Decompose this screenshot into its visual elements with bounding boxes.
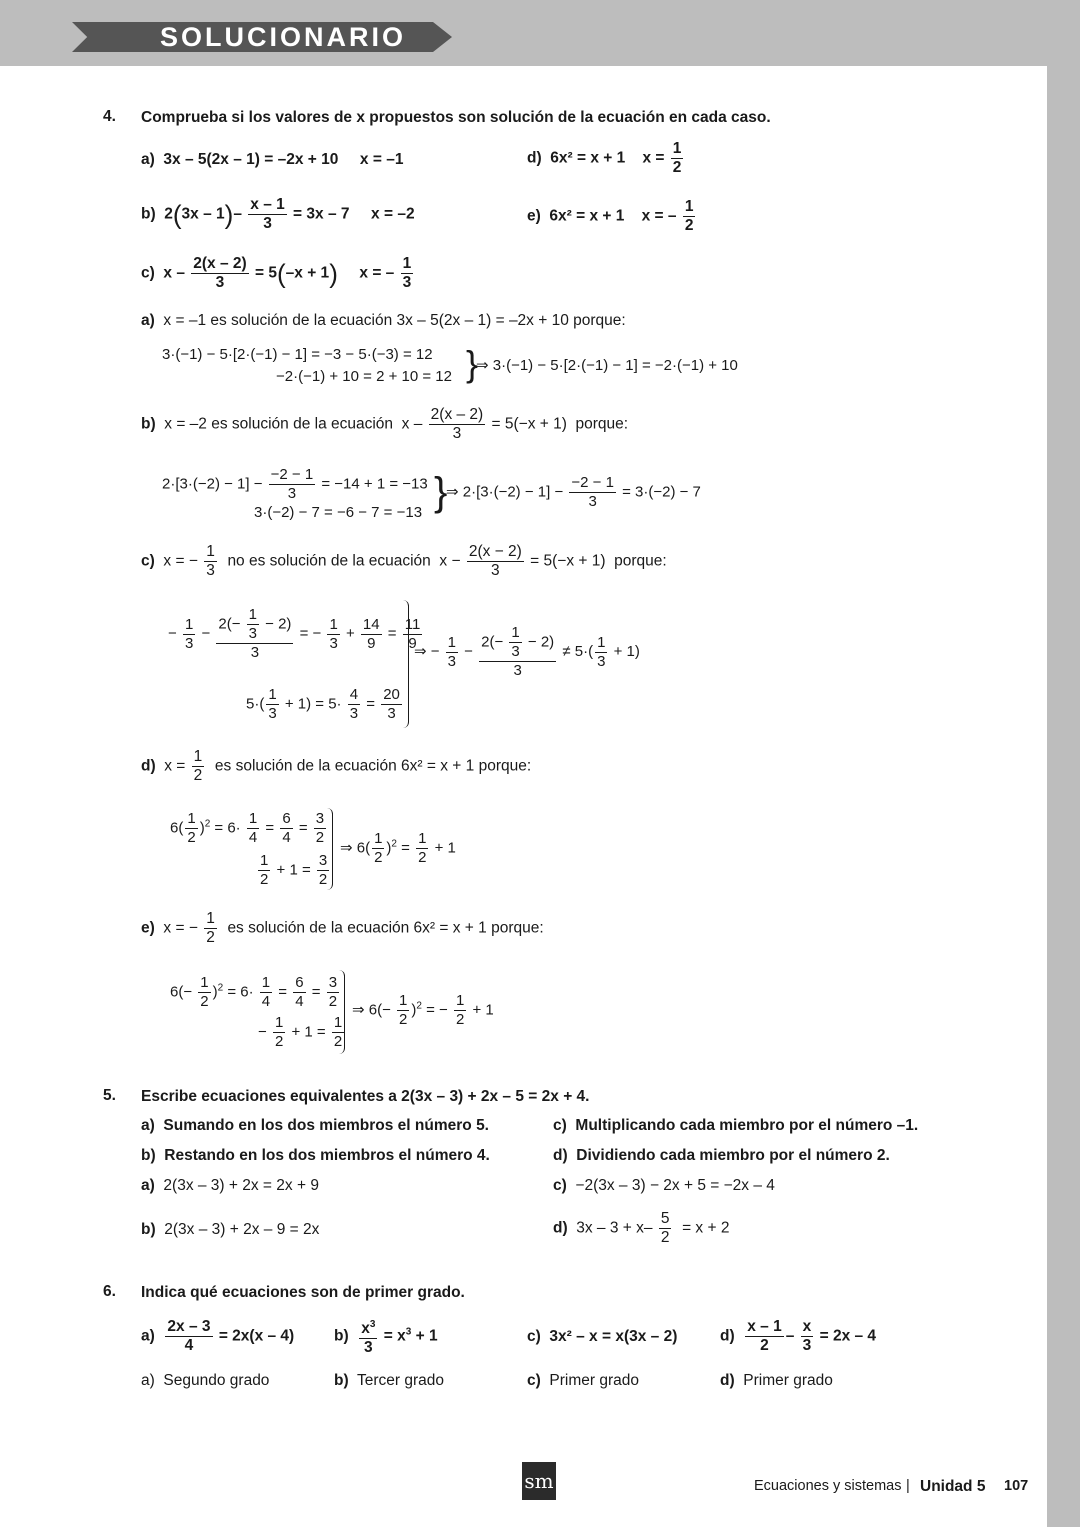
equation-b: b) $\frac{x^3}{3}$ = $x^3 + 1$ xyxy=(334,1316,438,1357)
solution-a: a) x = –1 es solución de la ecuación 3x – 5(2x – 1) = –2x + 10 porque: xyxy=(141,312,626,329)
brace: } xyxy=(466,343,479,384)
item-b: b) Restando en los dos miembros el número 4. xyxy=(141,1147,490,1164)
footer-section: Ecuaciones y sistemas xyxy=(754,1478,902,1494)
item-e: e) 6x² = x + 1 x = – $\frac{1}{2}$ xyxy=(527,198,694,234)
working-d1: 6( $\frac{1}{2}$ )$^2$ = 6· $\frac{1}{4}$ = $\frac{6}{4}$ = $\frac{3}{2}$ xyxy=(170,810,325,846)
solution-d: d) x = $\frac{1}{2}$ es solución de la ecuación 6x² = x + 1 porque: xyxy=(141,748,532,784)
working-b2: 3·(−2) − 7 = −6 − 7 = −13 xyxy=(254,504,423,521)
solution-e: e) x = − $\frac{1}{2}$ es solución de la ecuación 6x² = x + 1 porque: xyxy=(141,910,544,946)
working-a1: 3·(−1) − 5·[2·(−1) − 1] = −3 − 5·(−3) = 12 xyxy=(162,346,433,363)
answer-b: b) Tercer grado xyxy=(334,1372,444,1389)
exercise-statement: Indica qué ecuaciones son de primer grado. xyxy=(141,1284,465,1301)
working-b1: 2·[3·(−2) − 1] − $\frac{-2 - 1}{3}$ = −14 + 1 = −13 xyxy=(162,466,428,502)
item-c: c) x – $\frac{2(x - 2)}{3}$ = 5(–x + 1) x = – $\frac{1}{3}$ xyxy=(141,255,412,291)
answer-c: c) −2(3x – 3) − 2x + 5 = −2x – 4 xyxy=(553,1177,775,1194)
working-b3: ⇒ 2·[3·(−2) − 1] − $\frac{-2 - 1}{3}$ = 3·(−2) − 7 xyxy=(446,474,701,510)
answer-d: d) Primer grado xyxy=(720,1372,833,1389)
exercise-number: 5. xyxy=(103,1087,116,1104)
item-c: c) Multiplicando cada miembro por el número –1. xyxy=(553,1117,919,1134)
working-d2: $\frac{1}{2}$ + 1 = $\frac{3}{2}$ xyxy=(260,852,328,888)
working-c1: − $\frac{1}{3}$ − 2(− $\frac{1}{3}$ − 2) 3 = − $\frac{1}{3}$ + $\frac{14}{9}$ = $\frac{11}{9}$ xyxy=(168,606,421,661)
exercise-statement: Comprueba si los valores de x propuestos son solución de la ecuación en cada caso. xyxy=(141,109,771,126)
answer-a: a) 2(3x – 3) + 2x = 2x + 9 xyxy=(141,1177,319,1194)
equation-c: c) 3x² – x = x(3x – 2) xyxy=(527,1328,678,1345)
working-c2: 5·( $\frac{1}{3}$ + 1) = 5· $\frac{4}{3}$ = $\frac{20}{3}$ xyxy=(246,686,400,722)
item-d: d) Dividiendo cada miembro por el número 2. xyxy=(553,1147,890,1164)
solution-c: c) x = − $\frac{1}{3}$ no es solución de la ecuación x − $\frac{2(x - 2)}{3}$ = 5(−x + 1) porque: xyxy=(141,543,667,579)
brace xyxy=(326,808,333,890)
working-e1: 6(− $\frac{1}{2}$ )$^2$ = 6· $\frac{1}{4}$ = $\frac{6}{4}$ = $\frac{3}{2}$ xyxy=(170,974,338,1010)
margin-band xyxy=(1047,66,1080,1527)
footer-unit: Unidad 5 xyxy=(920,1478,986,1495)
answer-c: c) Primer grado xyxy=(527,1372,640,1389)
solution-b: b) x = –2 es solución de la ecuación x – $\frac{2(x - 2)}{3}$ = 5(−x + 1) porque: xyxy=(141,406,629,442)
working-a3: ⇒ 3·(−1) − 5·[2·(−1) − 1] = −2·(−1) + 10 xyxy=(476,357,738,374)
equation-a: a) $\frac{2x - 3}{4}$ = 2x(x – 4) xyxy=(141,1318,295,1354)
publisher-logo: sm xyxy=(522,1462,556,1500)
working-a2: −2·(−1) + 10 = 2 + 10 = 12 xyxy=(276,368,452,385)
answer-b: b) 2(3x – 3) + 2x – 9 = 2x xyxy=(141,1221,320,1238)
item-d: d) 6x² = x + 1 x = $\frac{1}{2}$ xyxy=(527,140,682,176)
exercise-number: 6. xyxy=(103,1283,116,1300)
page-number: 107 xyxy=(1004,1478,1029,1494)
exercise-number: 4. xyxy=(103,108,116,125)
footer-separator: | xyxy=(906,1478,910,1494)
exercise-statement: Escribe ecuaciones equivalentes a 2(3x – 3) + 2x – 5 = 2x + 4. xyxy=(141,1088,590,1105)
equation-d: d) $\frac{x - 1}{2}$ – $\frac{x}{3}$ = 2x – 4 xyxy=(720,1318,877,1354)
working-e3: ⇒ 6(− $\frac{1}{2}$ )$^2$ = − $\frac{1}{2}$ + 1 xyxy=(352,992,494,1028)
answer-d: d) 3x – 3 + x– $\frac{5}{2}$ = x + 2 xyxy=(553,1210,730,1246)
answer-a: a) Segundo grado xyxy=(141,1372,270,1389)
brace xyxy=(338,970,345,1054)
brace: } xyxy=(434,470,448,514)
working-e2: − $\frac{1}{2}$ + 1 = $\frac{1}{2}$ xyxy=(258,1014,343,1050)
item-a: a) 3x – 5(2x – 1) = –2x + 10 x = –1 xyxy=(141,151,404,168)
working-d3: ⇒ 6( $\frac{1}{2}$ )$^2$ = $\frac{1}{2}$ + 1 xyxy=(340,830,456,866)
page-title: SOLUCIONARIO xyxy=(160,22,407,52)
working-c3: ⇒ − $\frac{1}{3}$ − 2(− $\frac{1}{3}$ − 2) 3 ≠ 5·( $\frac{1}{3}$ + 1) xyxy=(414,624,640,679)
brace xyxy=(402,600,409,728)
item-b: b) 2(3x – 1)– $\frac{x - 1}{3}$ = 3x – 7 x = –2 xyxy=(141,196,415,232)
item-a: a) Sumando en los dos miembros el número 5. xyxy=(141,1117,489,1134)
